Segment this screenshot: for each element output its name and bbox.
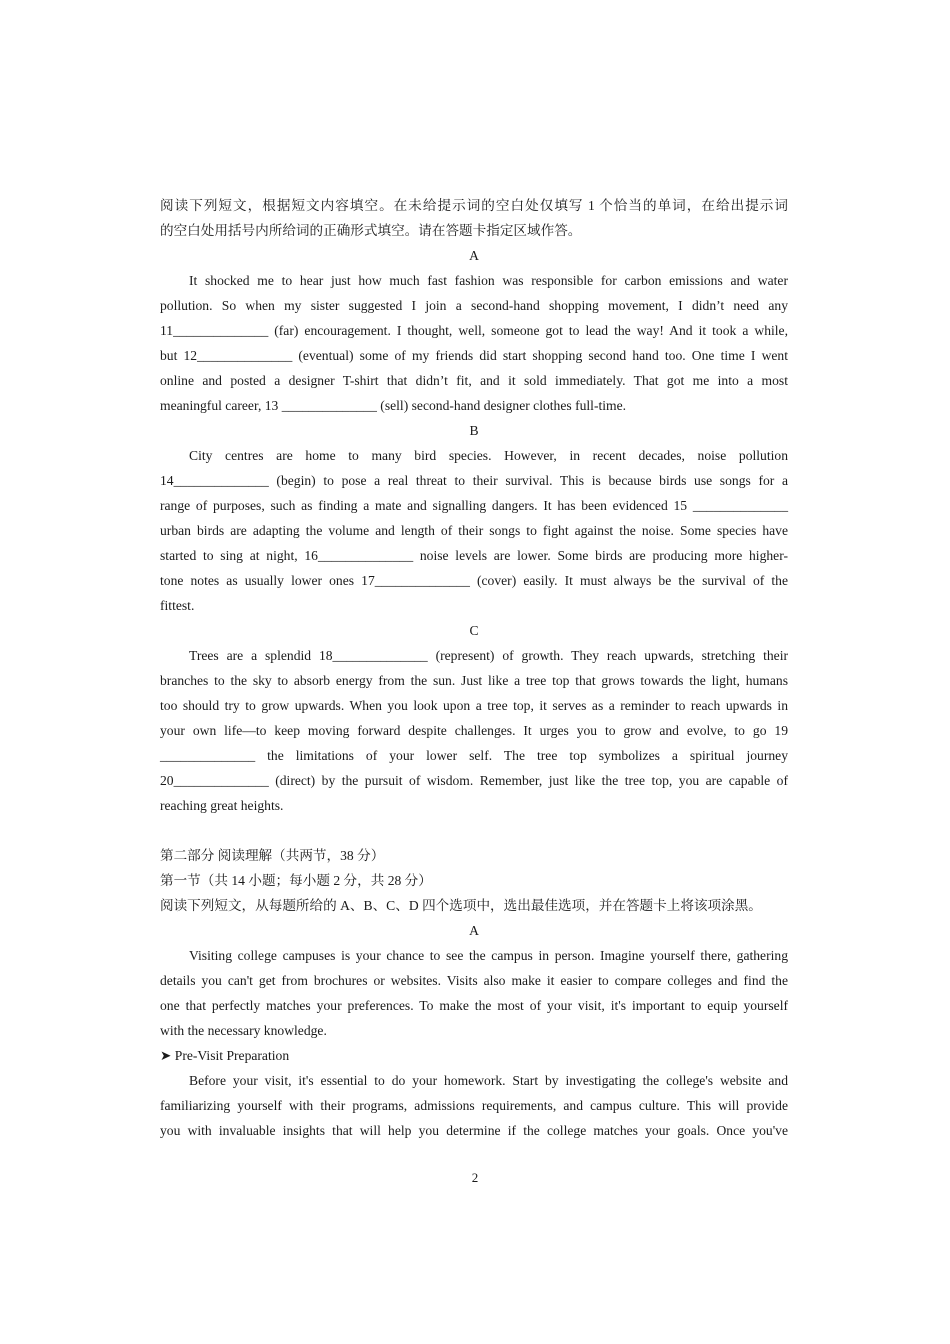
section-spacer: [160, 818, 788, 843]
passage-c-line: 20______________ (direct) by the pursuit of wisdom. Remember, just like the tree top, you are capable of: [160, 773, 788, 788]
reading-a-body-line: Before your visit, it's essential to do your homework. Start by investigating the college's website and: [189, 1073, 788, 1088]
reading-a-line: with the necessary knowledge.: [160, 1023, 327, 1038]
passage-a-line: It shocked me to hear just how much fast fashion was responsible for carbon emissions and water: [189, 273, 788, 288]
reading-a-body-line: familiarizing yourself with their programs, admissions requirements, and campus culture. This will provide: [160, 1098, 788, 1113]
passage-a-line: but 12______________ (eventual) some of my friends did start shopping second hand too. One time I went: [160, 348, 788, 363]
passage-b-line: urban birds are adapting the volume and length of their songs to fight against the noise. Some species have: [160, 523, 788, 538]
passage-b-line: 14______________ (begin) to pose a real threat to their survival. This is because birds use songs for a: [160, 473, 788, 488]
reading-a-line: details you can't get from brochures or websites. Visits also make it easier to compare colleges and find the: [160, 973, 788, 988]
part-two-section: 第一节（共 14 小题；每小题 2 分，共 28 分）: [160, 873, 432, 888]
pre-visit-subheading: ➤ Pre-Visit Preparation: [160, 1048, 290, 1063]
reading-a-body-line: you with invaluable insights that will help you determine if the college matches your goals. Once you've: [160, 1123, 788, 1138]
reading-a-heading: A: [469, 923, 479, 938]
passage-a-line: 11______________ (far) encouragement. I thought, well, someone got to lead the way! And it took a while,: [160, 323, 788, 338]
page-number: 2: [471, 1170, 479, 1185]
passage-c-line: your own life—to keep moving forward despite challenges. It urges you to grow and evolve, to go 19: [160, 723, 788, 738]
passage-b-line: fittest.: [160, 598, 195, 613]
passage-a-line: pollution. So when my sister suggested I join a second-hand shopping movement, I didn’t need any: [160, 298, 788, 313]
part-two-instruction: 阅读下列短文，从每题所给的 A、B、C、D 四个选项中，选出最佳选项，并在答题卡上将该项涂黑。: [160, 898, 762, 913]
passage-b-heading: B: [469, 423, 479, 438]
passage-b-line: range of purposes, such as finding a mate and signalling dangers. It has been evidenced 15 ______________: [160, 498, 788, 513]
instruction-line-1: 阅读下列短文，根据短文内容填空。在未给提示词的空白处仅填写 1 个恰当的单词，在给出提示词: [160, 198, 788, 213]
passage-a-line: online and posted a designer T-shirt that didn’t fit, and it sold immediately. That got me into a most: [160, 373, 788, 388]
passage-c-line: ______________ the limitations of your lower self. The tree top symbolizes a spiritual journey: [160, 748, 788, 763]
passage-a-heading: A: [469, 248, 479, 263]
passage-b-line: City centres are home to many bird species. However, in recent decades, noise pollution: [189, 448, 788, 463]
reading-a-line: Visiting college campuses is your chance to see the campus in person. Imagine yourself there, gathering: [189, 948, 788, 963]
page-content: [160, 193, 788, 1143]
passage-c-line: reaching great heights.: [160, 798, 284, 813]
passage-b-line: tone notes as usually lower ones 17______________ (cover) easily. It must always be the survival of the: [160, 573, 788, 588]
part-two-title: 第二部分 阅读理解（共两节，38 分）: [160, 848, 385, 863]
passage-c-heading: C: [469, 623, 479, 638]
reading-a-line: one that perfectly matches your preferences. To make the most of your visit, it's important to equip yourself: [160, 998, 788, 1013]
passage-c-line: branches to the sky to absorb energy from the sun. Just like a tree top that grows towards the light, humans: [160, 673, 788, 688]
passage-a-line: meaningful career, 13 ______________ (sell) second-hand designer clothes full-time.: [160, 398, 627, 413]
instruction-line-2: 的空白处用括号内所给词的正确形式填空。请在答题卡指定区域作答。: [160, 223, 582, 238]
passage-c-line: too should try to grow upwards. When you look upon a tree top, it serves as a reminder to reach upwards in: [160, 698, 788, 713]
passage-b-line: started to sing at night, 16______________ noise levels are lower. Some birds are producing more higher-: [160, 548, 788, 563]
passage-c-line: Trees are a splendid 18______________ (represent) of growth. They reach upwards, stretching their: [189, 648, 788, 663]
